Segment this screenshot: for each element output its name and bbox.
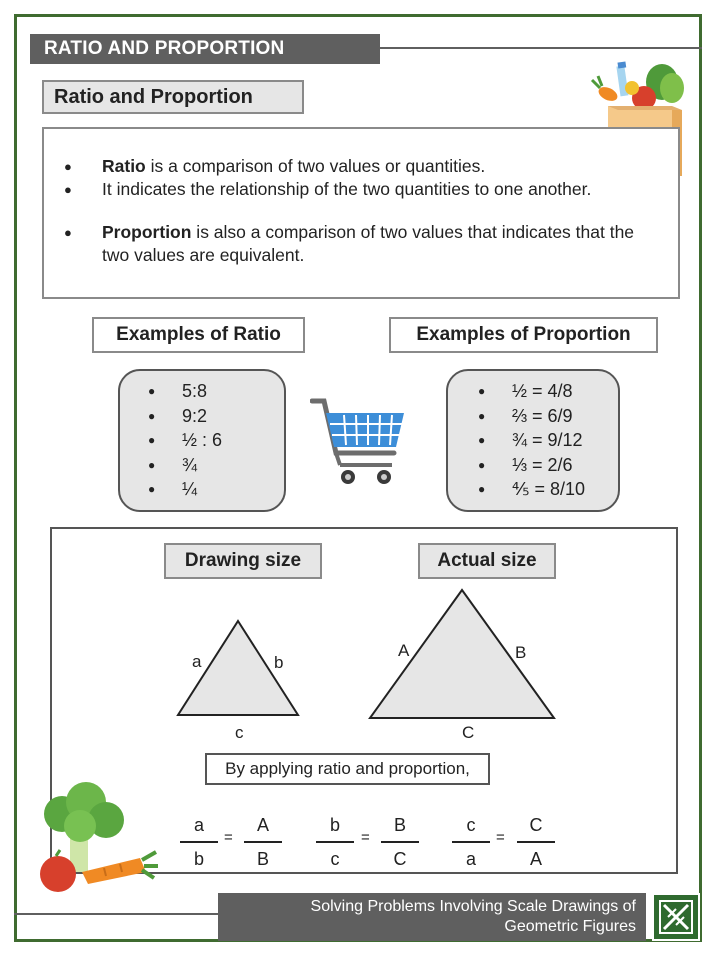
fraction xyxy=(180,813,218,871)
list-item: ● ¾ = 9/12 xyxy=(478,428,585,453)
fraction-denominator: a xyxy=(465,848,476,869)
list-item: ● ½ = 4/8 xyxy=(478,379,585,404)
list-item: ● 9:2 xyxy=(148,404,222,429)
equals-sign: = xyxy=(361,829,370,846)
side-b-label: b xyxy=(274,653,284,672)
list-item: ● ⅔ = 6/9 xyxy=(478,404,585,429)
fraction-numerator: C xyxy=(529,815,543,835)
list-item xyxy=(62,178,662,201)
fraction-denominator: C xyxy=(393,848,407,869)
list-item: ● ⅘ = 8/10 xyxy=(478,477,585,502)
proportion-examples-title: Examples of Proportion xyxy=(389,317,658,353)
fraction xyxy=(244,813,282,871)
proportion-examples-list xyxy=(478,379,585,502)
vegetables-icon xyxy=(30,780,160,900)
ratio-examples-title: Examples of Ratio xyxy=(92,317,305,353)
worksheet-logo-icon xyxy=(652,893,700,941)
list-item: ● ½ : 6 xyxy=(148,428,222,453)
small-triangle xyxy=(170,615,310,725)
ratio-examples-list xyxy=(148,379,222,502)
term-ratio: Ratio xyxy=(102,156,146,176)
proportion-definition: is also a comparison of two values that indicates that the two values are equivalent. xyxy=(102,222,635,265)
fraction-numerator: c xyxy=(466,815,476,835)
list-item: ● ¼ xyxy=(148,477,222,502)
list-item: ● ¾ xyxy=(148,453,222,478)
fraction xyxy=(381,813,419,871)
list-item xyxy=(62,155,662,178)
list-item: ● 5:8 xyxy=(148,379,222,404)
fraction-numerator: b xyxy=(329,815,340,835)
side-a-label: a xyxy=(192,652,202,671)
ratio-definition: is a comparison of two values or quantities. xyxy=(145,156,486,176)
intro-bullets xyxy=(62,155,662,267)
fraction-numerator: B xyxy=(393,815,406,835)
equals-sign: = xyxy=(224,829,233,846)
fraction-numerator: a xyxy=(193,815,204,835)
side-B-label: B xyxy=(515,643,527,662)
equals-sign: = xyxy=(496,829,505,846)
fraction-numerator: A xyxy=(256,815,269,835)
drawing-size-title: Drawing size xyxy=(164,543,322,579)
intro-box xyxy=(42,127,680,299)
term-proportion: Proportion xyxy=(102,222,192,242)
side-A-label: A xyxy=(398,641,410,660)
list-item: ● ⅓ = 2/6 xyxy=(478,453,585,478)
shopping-cart-icon xyxy=(310,393,410,489)
fraction xyxy=(452,813,490,871)
header-rule xyxy=(380,47,702,49)
footer-rule xyxy=(14,913,219,915)
fraction-denominator: b xyxy=(193,848,204,869)
actual-size-title: Actual size xyxy=(418,543,556,579)
fraction-denominator: A xyxy=(529,848,542,869)
fraction xyxy=(517,813,555,871)
side-c-label: c xyxy=(235,723,244,742)
fraction xyxy=(316,813,354,871)
list-item xyxy=(62,221,662,267)
section-title: Ratio and Proportion xyxy=(42,80,304,114)
fraction-denominator: B xyxy=(256,848,269,869)
side-C-label: C xyxy=(462,723,475,742)
proportion-examples-box xyxy=(446,369,620,512)
fraction-denominator: c xyxy=(330,848,340,869)
footer-title xyxy=(218,893,646,941)
large-triangle xyxy=(364,584,564,724)
ratio-description: It indicates the relationship of the two quantities to one another. xyxy=(102,179,592,199)
applying-ratio-text: By applying ratio and proportion, xyxy=(205,753,490,785)
ratio-examples-box xyxy=(118,369,286,512)
footer-line-1: Solving Problems Involving Scale Drawings of xyxy=(310,898,636,915)
page-header: RATIO AND PROPORTION xyxy=(30,34,380,64)
footer-line-2: Geometric Figures xyxy=(504,918,636,935)
